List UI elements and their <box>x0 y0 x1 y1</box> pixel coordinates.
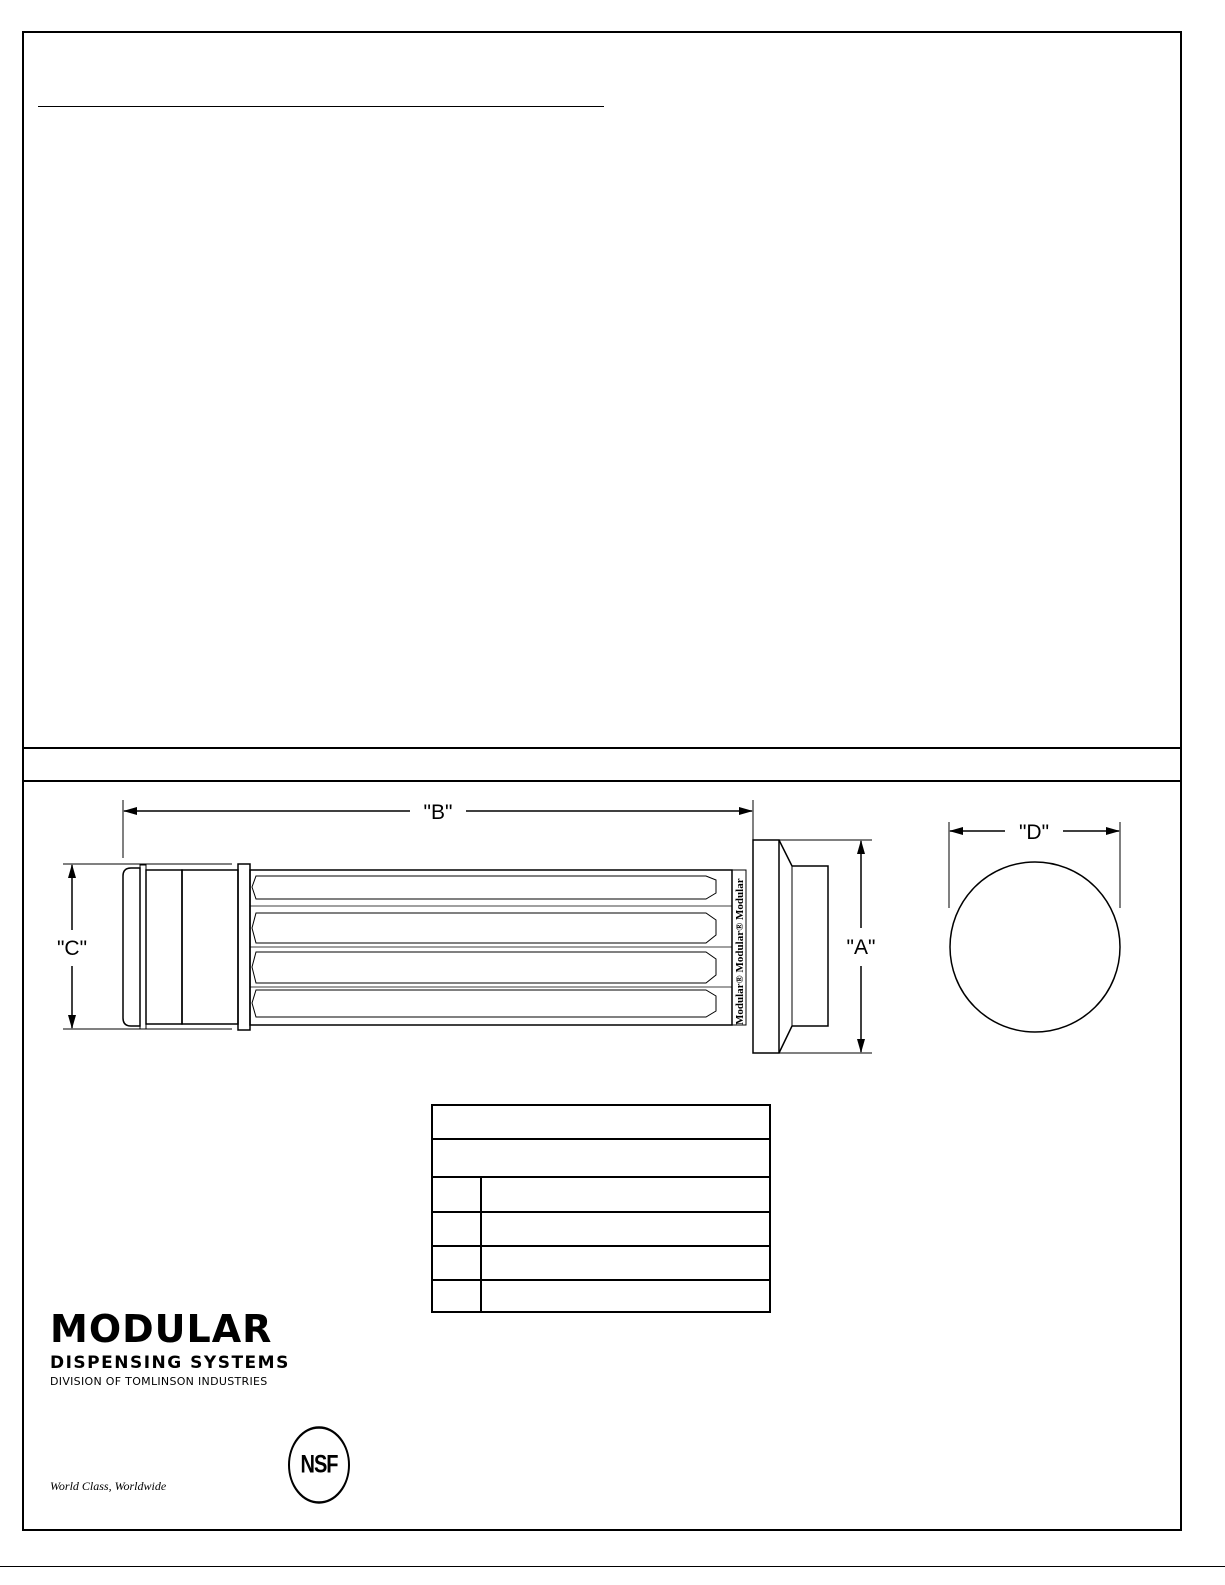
tagline: World Class, Worldwide <box>50 1479 167 1493</box>
body-imprint-text: Modular® Modular® Modular <box>734 878 746 1025</box>
nsf-certification-mark: NSF <box>288 1426 350 1504</box>
spec-table <box>431 1104 771 1313</box>
table-subheader-row <box>433 1140 769 1178</box>
dimension-b <box>123 800 753 858</box>
table-row <box>433 1178 769 1213</box>
company-name: MODULAR <box>50 1307 273 1351</box>
company-logo <box>50 1307 290 1390</box>
company-division: DIVISION OF TOMLINSON INDUSTRIES <box>50 1375 268 1388</box>
table-row <box>433 1213 769 1247</box>
dimension-c-label: "C" <box>56 937 88 960</box>
table-column-divider <box>480 1176 482 1311</box>
table-header-row <box>433 1106 769 1140</box>
table-row <box>433 1247 769 1281</box>
company-subtitle: DISPENSING SYSTEMS <box>50 1353 290 1373</box>
dimension-d-label: "D" <box>1018 821 1050 844</box>
part-side-view <box>123 840 828 1053</box>
part-end-view <box>950 862 1120 1032</box>
dimension-b-label: "B" <box>423 801 453 824</box>
dimension-a <box>778 840 875 1053</box>
dimension-d <box>949 821 1120 908</box>
dimension-a-label: "A" <box>846 936 876 959</box>
dimension-c <box>57 864 232 1029</box>
